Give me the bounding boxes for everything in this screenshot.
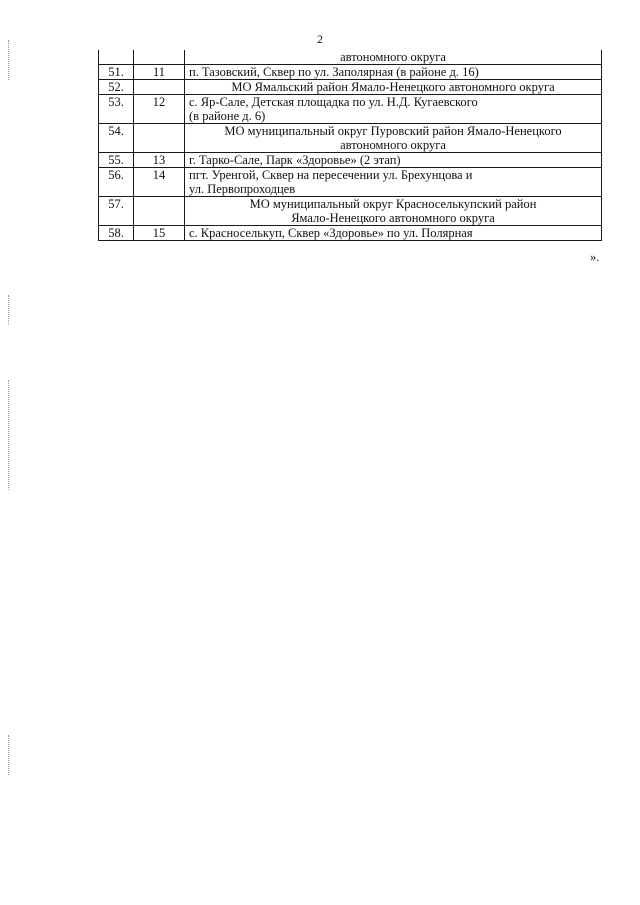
cell-text-line: МО Ямальский район Ямало-Ненецкого автономного округа <box>231 80 555 94</box>
object-number-cell: 11 <box>134 65 185 80</box>
margin-scan-marks <box>8 40 11 80</box>
cell-text-line: ул. Первопроходцев <box>189 182 296 196</box>
margin-scan-marks <box>8 295 11 325</box>
object-number-cell <box>134 197 185 226</box>
object-number-cell <box>134 50 185 65</box>
row-number-cell: 51. <box>99 65 134 80</box>
district-header-row <box>99 50 602 65</box>
district-header-row <box>99 124 602 153</box>
row-number-cell: 58. <box>99 226 134 241</box>
table-row <box>99 226 602 241</box>
district-name-cell <box>185 80 602 95</box>
row-number-cell: 54. <box>99 124 134 153</box>
registry-table-body <box>99 50 602 241</box>
district-name-cell <box>185 124 602 153</box>
location-cell <box>185 95 602 124</box>
object-number-cell: 15 <box>134 226 185 241</box>
cell-text-line: пгт. Уренгой, Сквер на пересечении ул. Брехунцова и <box>189 168 473 182</box>
object-number-cell <box>134 124 185 153</box>
location-cell <box>185 226 602 241</box>
location-cell <box>185 153 602 168</box>
location-cell <box>185 168 602 197</box>
margin-scan-marks <box>8 735 11 775</box>
cell-text-line: с. Яр-Сале, Детская площадка по ул. Н.Д. Кугаевского <box>189 95 478 109</box>
object-number-cell: 12 <box>134 95 185 124</box>
row-number-cell: 56. <box>99 168 134 197</box>
row-number-cell: 53. <box>99 95 134 124</box>
cell-text-line: Ямало-Ненецкого автономного округа <box>291 211 495 225</box>
cell-text-line: (в районе д. 6) <box>189 109 266 123</box>
object-number-cell: 13 <box>134 153 185 168</box>
table-row <box>99 95 602 124</box>
cell-text-line: автономного округа <box>340 50 446 64</box>
location-cell <box>185 65 602 80</box>
district-name-cell <box>185 197 602 226</box>
row-number-cell <box>99 50 134 65</box>
closing-quote-mark: ». <box>590 250 600 264</box>
cell-text-line: МО муниципальный округ Красноселькупский район <box>249 197 537 211</box>
row-number-cell: 57. <box>99 197 134 226</box>
cell-text-line: г. Тарко-Сале, Парк «Здоровье» (2 этап) <box>189 153 401 167</box>
object-number-cell: 14 <box>134 168 185 197</box>
district-header-row <box>99 197 602 226</box>
row-number-cell: 55. <box>99 153 134 168</box>
cell-text-line: п. Тазовский, Сквер по ул. Заполярная (в районе д. 16) <box>189 65 479 79</box>
district-header-row <box>99 80 602 95</box>
table-row <box>99 168 602 197</box>
object-number-cell <box>134 80 185 95</box>
table-row <box>99 65 602 80</box>
page-number: 2 <box>317 32 323 46</box>
district-name-cell <box>185 50 602 65</box>
cell-text-line: автономного округа <box>340 138 446 152</box>
registry-table <box>98 50 602 241</box>
cell-text-line: МО муниципальный округ Пуровский район Ямало-Ненецкого <box>224 124 562 138</box>
table-row <box>99 153 602 168</box>
row-number-cell: 52. <box>99 80 134 95</box>
margin-scan-marks <box>8 380 11 490</box>
cell-text-line: с. Красноселькуп, Сквер «Здоровье» по ул. Полярная <box>189 226 473 240</box>
